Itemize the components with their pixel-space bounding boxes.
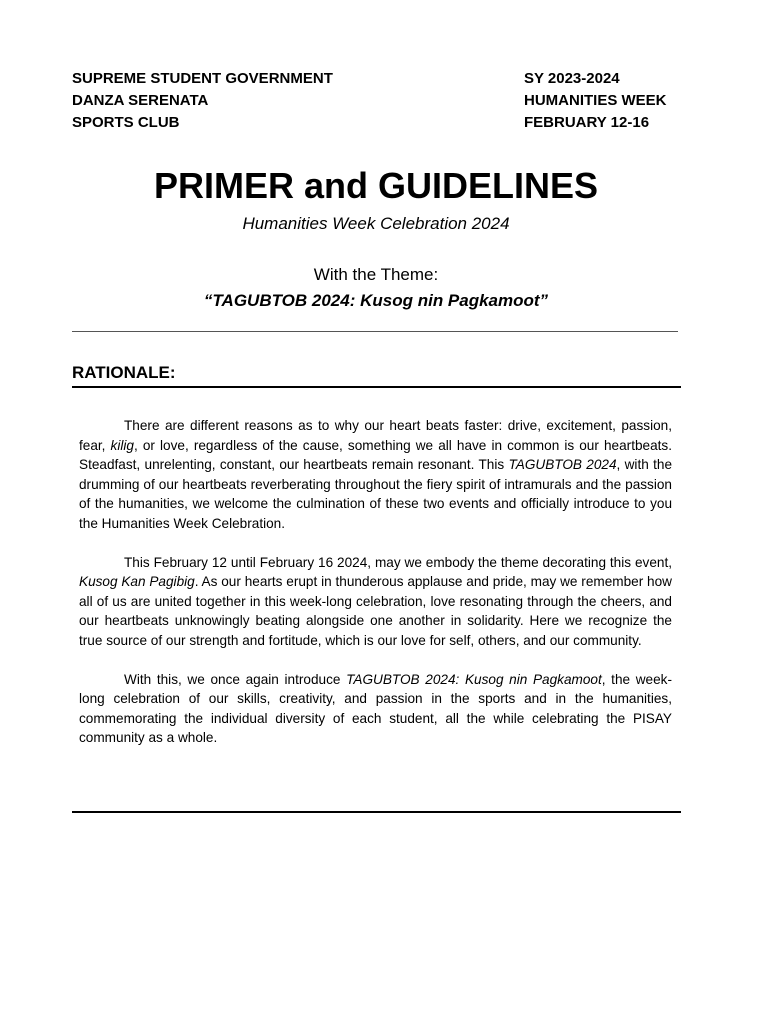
paragraph-text: . As our hearts erupt in thunderous applause and pride, may we remember how all of us are united together in this week-long celebration, love resonating through the cheers, and our heartbeats unknowingly beating alongside one another in solidarity. Here we recognize the true source of our strength and fortitude, which is our love for self, others, and our community. xyxy=(79,574,672,648)
organizers-block xyxy=(72,68,333,134)
event-info-block xyxy=(524,68,667,134)
paragraph-text: , the week-long celebration of our skills, creativity, and passion in the sports and in the humanities, commemorating the individual diversity of each student, all the while celebrating the PISAY community as a whole. xyxy=(79,671,672,745)
rationale-paragraph xyxy=(79,416,672,533)
paragraph-text: , or love, regardless of the cause, something we all have in common is our heartbeats. Steadfast, unrelenting, constant, our heartbeats remain resonant. This xyxy=(79,437,672,472)
event-dates: FEBRUARY 12-16 xyxy=(524,114,650,131)
section-heading-rationale: RATIONALE: xyxy=(72,363,176,382)
rationale-paragraph xyxy=(79,670,672,748)
paragraph-emphasis: TAGUBTOB 2024: Kusog nin Pagkamoot xyxy=(346,671,602,687)
paragraph-emphasis: Kusog Kan Pagibig xyxy=(79,574,195,589)
school-year: SY 2023-2024 xyxy=(524,70,620,87)
event-name: HUMANITIES WEEK xyxy=(524,92,667,109)
theme-intro: With the Theme: xyxy=(313,265,439,284)
rationale-body xyxy=(79,416,672,767)
section-divider-bottom xyxy=(72,811,681,813)
paragraph-text: This February 12 until February 16 2024, may we embody the theme decorating this event, xyxy=(124,554,672,570)
organizer-line: DANZA SERENATA xyxy=(72,92,209,109)
paragraph-text: There are different reasons as to why our heart beats faster: drive, excitement, passion, fear, xyxy=(79,418,672,453)
paragraph-emphasis: kilig xyxy=(110,437,134,453)
rationale-paragraph xyxy=(79,553,672,651)
theme-name: “TAGUBTOB 2024: Kusog nin Pagkamoot” xyxy=(203,291,549,310)
paragraph-emphasis: TAGUBTOB 2024 xyxy=(508,457,617,472)
document-title: PRIMER and GUIDELINES xyxy=(153,165,599,206)
title-divider xyxy=(72,331,678,332)
document-subtitle: Humanities Week Celebration 2024 xyxy=(242,214,510,233)
paragraph-text: With this, we once again introduce xyxy=(124,671,347,687)
organizer-line: SPORTS CLUB xyxy=(72,114,180,131)
section-divider-top xyxy=(72,386,681,388)
paragraph-text: , with the drumming of our heartbeats reverberating throughout the fiery spirit of intramurals and the passion of the humanities, we welcome the culmination of these two events and officially introduce to you the Humanities Week Celebration. xyxy=(79,457,672,531)
organizer-line: SUPREME STUDENT GOVERNMENT xyxy=(72,70,333,87)
